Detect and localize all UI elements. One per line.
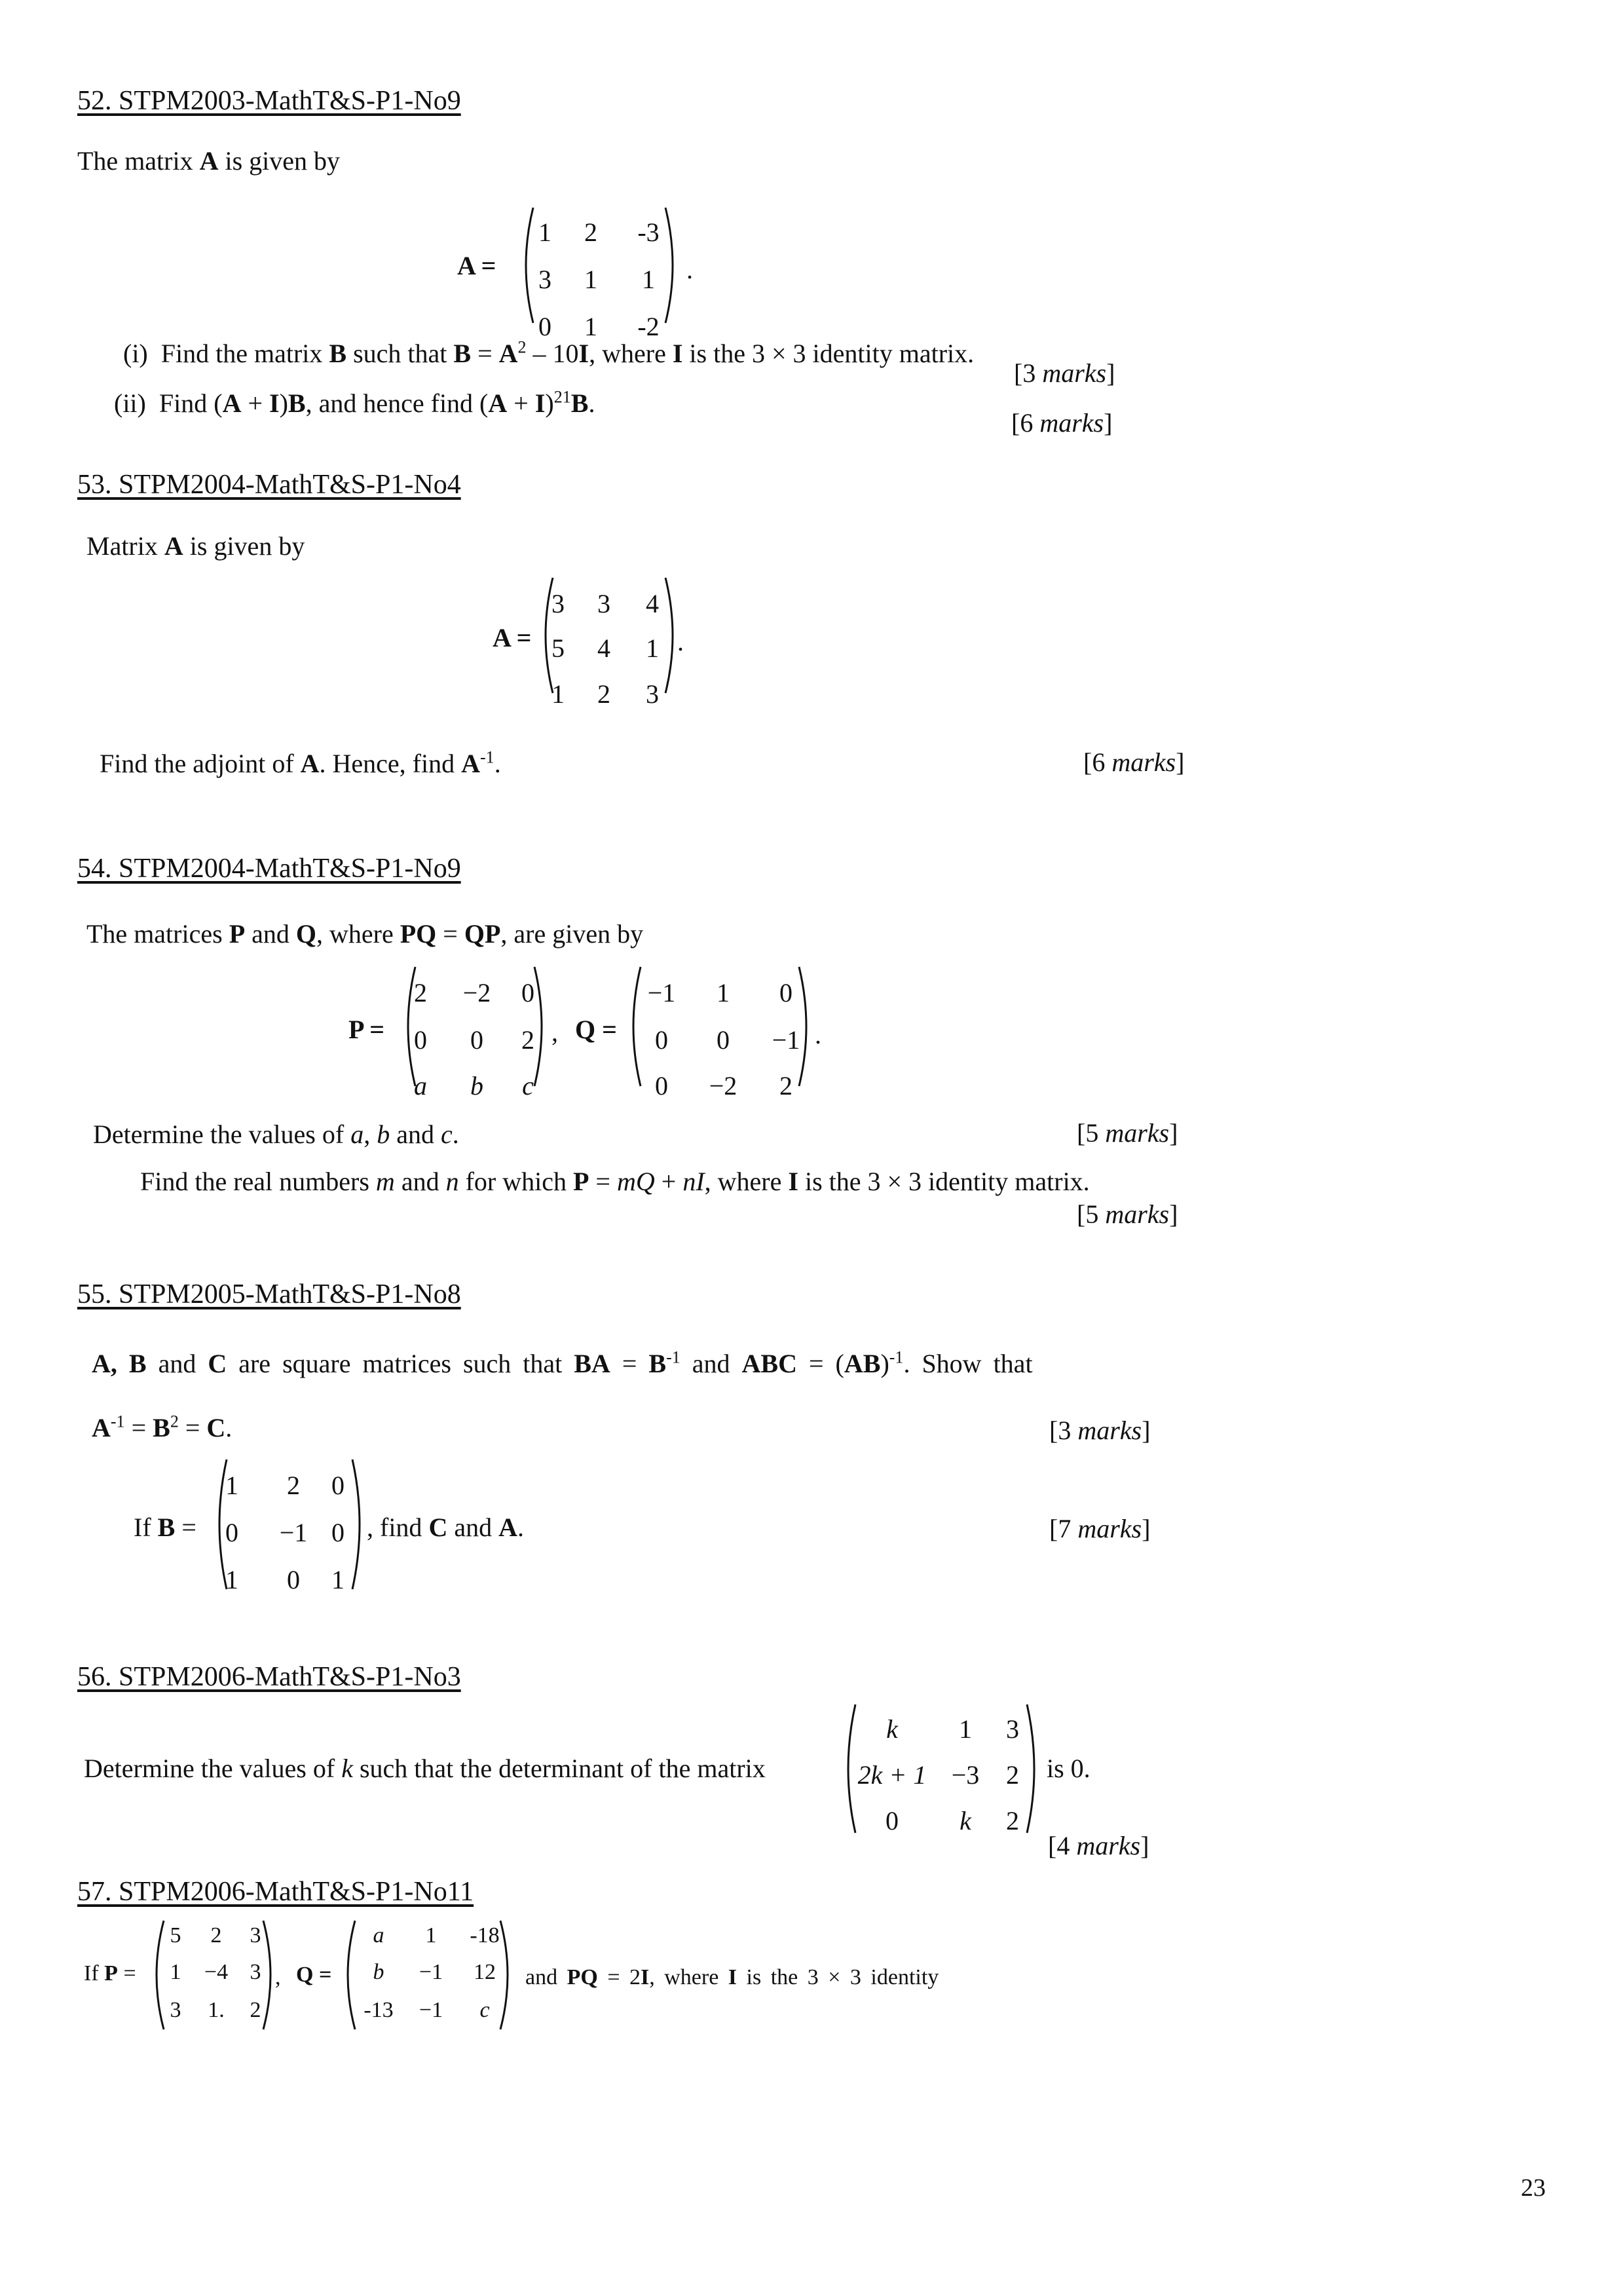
matrix-cell: 3 [250, 1923, 261, 1948]
matrix-cell: 4 [646, 589, 659, 618]
matrix-cell: 4 [597, 633, 610, 663]
matrix-cell: 3 [170, 1998, 181, 2022]
q53-question: Find the adjoint of A. Hence, find $A^{-1}$. [100, 747, 501, 778]
matrix-cell: −1 [772, 1025, 800, 1055]
matrix-cell: 2 [521, 1025, 534, 1055]
q52-intro: The matrix A is given by [77, 146, 341, 176]
matrix-cell: 0 [779, 978, 793, 1007]
q54-matrix-Q [625, 966, 815, 1101]
q52-part-ii-marks: [6 marks] [1011, 408, 1113, 438]
q53-matrix-A [537, 576, 681, 709]
q56-marks: [4 marks] [1048, 1831, 1149, 1860]
q54-intro: The matrices P and Q, where PQ = QP, are given by [86, 919, 644, 949]
q54-q-label: Q = [575, 1015, 617, 1044]
matrix-cell: 1 [551, 679, 565, 709]
matrix-cell: 0 [886, 1806, 899, 1835]
matrix-cell: −4 [204, 1960, 229, 1984]
q54-matrix-P [400, 966, 550, 1101]
q57-comma: , [275, 1965, 281, 1989]
q55-find: , find C and A. [367, 1513, 524, 1542]
matrix-cell: −1 [279, 1518, 308, 1547]
matrix-cell: c [522, 1071, 534, 1101]
matrix-cell: 2 [250, 1998, 261, 2022]
matrix-cell: 1 [646, 633, 659, 663]
matrix-cell: −1 [419, 1960, 443, 1984]
matrix-cell: a [414, 1071, 427, 1101]
q54-find: Find the real numbers m and n for which P = mQ + nI, where I is the 3 × 3 identity matrix. [140, 1167, 1090, 1196]
q52-heading: 52. STPM2003-MathT&S-P1-No9 [77, 86, 461, 116]
q54-determine-marks: [5 marks] [1077, 1118, 1178, 1148]
q53-matrix-period: . [677, 627, 684, 656]
q57-heading: 57. STPM2006-MathT&S-P1-No11 [77, 1877, 474, 1907]
matrix-cell: 0 [414, 1025, 427, 1055]
matrix-cell: 0 [331, 1471, 345, 1500]
matrix-cell: 3 [1006, 1714, 1019, 1744]
matrix-cell: 2 [779, 1071, 793, 1101]
matrix-cell: 5 [170, 1923, 181, 1948]
q56-matrix [840, 1703, 1043, 1834]
q56-text: Determine the values of k such that the determinant of the matrix [84, 1754, 766, 1783]
matrix-cell: k [886, 1714, 898, 1744]
matrix-cell: −2 [709, 1071, 737, 1101]
q55-matrix-B [211, 1458, 368, 1594]
matrix-cell: −2 [462, 978, 491, 1007]
matrix-cell: 2 [210, 1923, 222, 1948]
page-number: 23 [1521, 2174, 1546, 2202]
matrix-cell: -2 [637, 312, 660, 341]
matrix-cell: 3 [646, 679, 659, 709]
q55-line1: A, B and C are square matrices such that BA = $B^{-1}$ and ABC = (AB)$^{-1}$. Show that [92, 1347, 1033, 1378]
matrix-cell: 1 [717, 978, 730, 1007]
matrix-cell: 2 [584, 217, 597, 247]
matrix-cell: 1 [538, 217, 551, 247]
matrix-cell: 0 [470, 1025, 483, 1055]
q57-matrix-P [148, 1919, 279, 2031]
q56-is-zero: is 0. [1047, 1754, 1091, 1783]
matrix-cell: 1 [225, 1471, 238, 1500]
matrix-cell: 3 [551, 589, 565, 618]
q57-text: and PQ = 2I, where I is the 3 × 3 identity [525, 1965, 939, 1989]
q52-matrix-period: . [686, 255, 693, 284]
matrix-cell: -18 [470, 1923, 500, 1948]
q56-heading: 56. STPM2006-MathT&S-P1-No3 [77, 1662, 461, 1692]
q57-if-p: If P = [84, 1961, 136, 1985]
matrix-cell: 2k + 1 [857, 1760, 927, 1790]
matrix-cell: 12 [474, 1960, 496, 1984]
matrix-cell: 1 [584, 265, 597, 294]
matrix-cell: -13 [364, 1998, 394, 2022]
matrix-cell: 0 [538, 312, 551, 341]
matrix-cell: -3 [637, 217, 660, 247]
q55-line2: $A^{-1} = B^2 = C$. [92, 1412, 233, 1442]
matrix-cell: 2 [1006, 1760, 1019, 1790]
q52-matrix-label: A = [457, 251, 496, 280]
matrix-cell: 1 [331, 1565, 345, 1594]
matrix-cell: 1 [225, 1565, 238, 1594]
q55-marks: [7 marks] [1049, 1514, 1151, 1543]
matrix-cell: 0 [655, 1071, 668, 1101]
matrix-cell: 0 [331, 1518, 345, 1547]
q57-matrix-Q [339, 1919, 516, 2031]
matrix-cell: 1. [208, 1998, 225, 2022]
matrix-cell: a [373, 1923, 384, 1948]
q53-heading: 53. STPM2004-MathT&S-P1-No4 [77, 470, 461, 500]
matrix-cell: 2 [1006, 1806, 1019, 1835]
q53-marks: [6 marks] [1083, 747, 1185, 777]
matrix-cell: 1 [425, 1923, 437, 1948]
q54-matrix-period: . [815, 1020, 821, 1049]
matrix-cell: 0 [287, 1565, 300, 1594]
q52-matrix-A [517, 206, 681, 341]
matrix-cell: 1 [584, 312, 597, 341]
q54-determine: Determine the values of a, b and c. [93, 1120, 459, 1149]
matrix-cell: 0 [717, 1025, 730, 1055]
matrix-cell: 1 [170, 1960, 181, 1984]
q53-matrix-label: A = [493, 623, 532, 652]
q55-if-b: If B = [134, 1513, 196, 1542]
matrix-cell: 1 [959, 1714, 972, 1744]
q57-q-label: Q = [296, 1963, 332, 1987]
matrix-cell: 0 [225, 1518, 238, 1547]
matrix-cell: −1 [647, 978, 676, 1007]
matrix-cell: 1 [642, 265, 655, 294]
q52-part-i-marks: [3 marks] [1014, 358, 1115, 388]
matrix-cell: 3 [250, 1960, 261, 1984]
matrix-cell: 2 [414, 978, 427, 1007]
matrix-cell: 3 [597, 589, 610, 618]
q53-intro: Matrix A is given by [86, 531, 305, 561]
matrix-cell: b [373, 1960, 384, 1984]
matrix-cell: −1 [419, 1998, 443, 2022]
q54-p-label: P = [348, 1015, 385, 1044]
matrix-cell: k [960, 1806, 971, 1835]
matrix-cell: 5 [551, 633, 565, 663]
q54-heading: 54. STPM2004-MathT&S-P1-No9 [77, 854, 461, 884]
matrix-cell: 2 [287, 1471, 300, 1500]
q52-part-i: (i) Find the matrix B such that $B = A^2 - 10I$, where I is the 3 × 3 identity matrix. [123, 337, 975, 368]
matrix-cell: 2 [597, 679, 610, 709]
matrix-cell: 0 [655, 1025, 668, 1055]
matrix-cell: 3 [538, 265, 551, 294]
q54-comma: , [551, 1017, 558, 1047]
matrix-cell: c [479, 1998, 490, 2022]
q52-part-ii: (ii) Find (A + I)B, and hence find $(A + I)^{21}B$. [114, 387, 595, 418]
matrix-cell: 0 [521, 978, 534, 1007]
matrix-cell: −3 [951, 1760, 980, 1790]
q54-find-marks: [5 marks] [1077, 1199, 1178, 1229]
q55-line2-marks: [3 marks] [1049, 1416, 1151, 1445]
matrix-cell: b [470, 1071, 483, 1101]
q55-heading: 55. STPM2005-MathT&S-P1-No8 [77, 1279, 461, 1309]
